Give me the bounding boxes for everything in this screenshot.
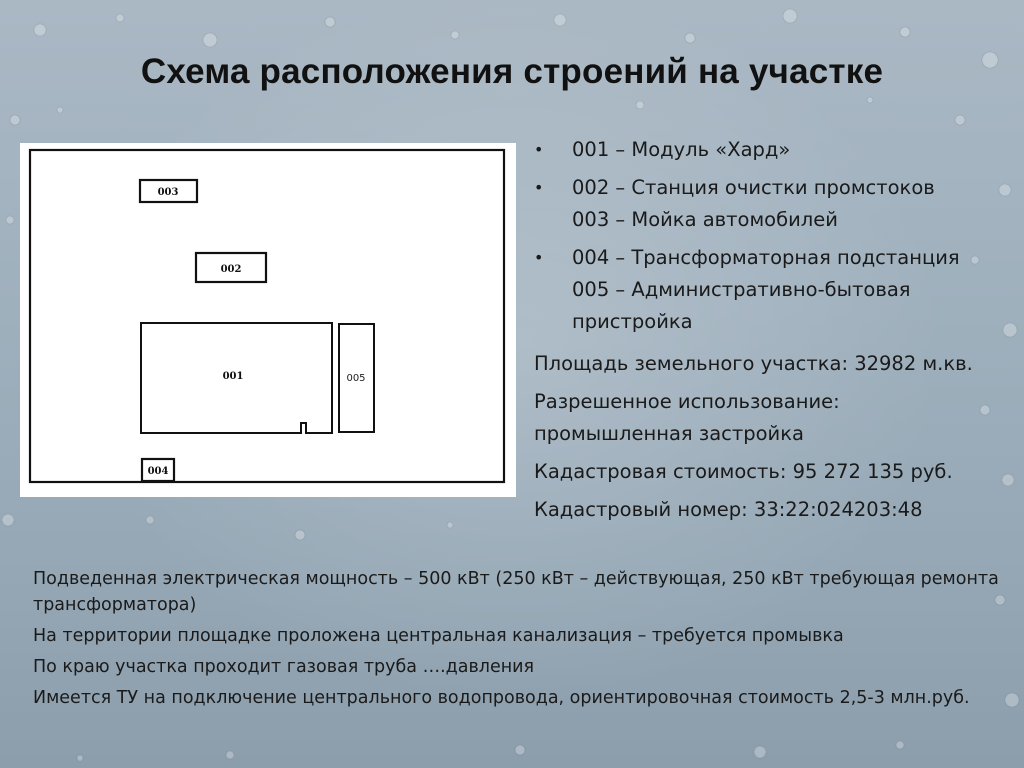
building-003-label: 003: [157, 187, 179, 198]
plot-facts: [534, 348, 1004, 532]
legend-item: [534, 242, 1009, 338]
legend-item: [534, 172, 1009, 236]
building-004-label: 004: [147, 466, 169, 477]
permitted-use: Разрешенное использование: промышленная застройка: [534, 390, 840, 445]
legend-line: 001 – Модуль «Хард»: [572, 138, 791, 161]
bullet: •: [534, 140, 544, 159]
slide-title: Схема расположения строений на участке: [140, 52, 884, 91]
legend-line: 003 – Мойка автомобилей: [572, 208, 838, 231]
building-legend: [534, 134, 1009, 344]
building-002-label: 002: [220, 264, 242, 275]
building-001: [141, 323, 332, 433]
note-power: Подведенная электрическая мощность – 500 кВт (250 кВт – действующая, 250 кВт требующая ремонта трансформатора): [33, 569, 999, 615]
building-005-label: 005: [346, 373, 366, 384]
building-001-label: 001: [222, 371, 244, 382]
note-sewerage: На территории площадке проложена центральная канализация – требуется промывка: [33, 626, 844, 646]
note-gas: По краю участка проходит газовая труба ….давления: [33, 657, 535, 677]
legend-line: пристройка: [572, 310, 693, 333]
cadastral-number: Кадастровый номер: 33:22:024203:48: [534, 498, 923, 521]
building-002: [196, 253, 266, 282]
legend-item: [534, 134, 1009, 166]
bullet: •: [534, 248, 544, 267]
building-004: [142, 459, 174, 481]
note-water: Имеется ТУ на подключение центрального водопровода, ориентировочная стоимость 2,5-3 млн.руб.: [33, 688, 970, 708]
legend-line: 005 – Административно-бытовая: [572, 278, 911, 301]
building-005: [339, 324, 374, 432]
legend-line: 004 – Трансформаторная подстанция: [572, 246, 960, 269]
infrastructure-notes: [33, 566, 1003, 716]
building-003: [140, 180, 197, 202]
bullet: •: [534, 178, 544, 197]
cadastral-value: Кадастровая стоимость: 95 272 135 руб.: [534, 460, 953, 483]
site-plan-drawing: [20, 143, 516, 497]
site-plan-diagram: [20, 143, 516, 497]
plot-area: Площадь земельного участка: 32982 м.кв.: [534, 352, 973, 375]
legend-line: 002 – Станция очистки промстоков: [572, 176, 935, 199]
